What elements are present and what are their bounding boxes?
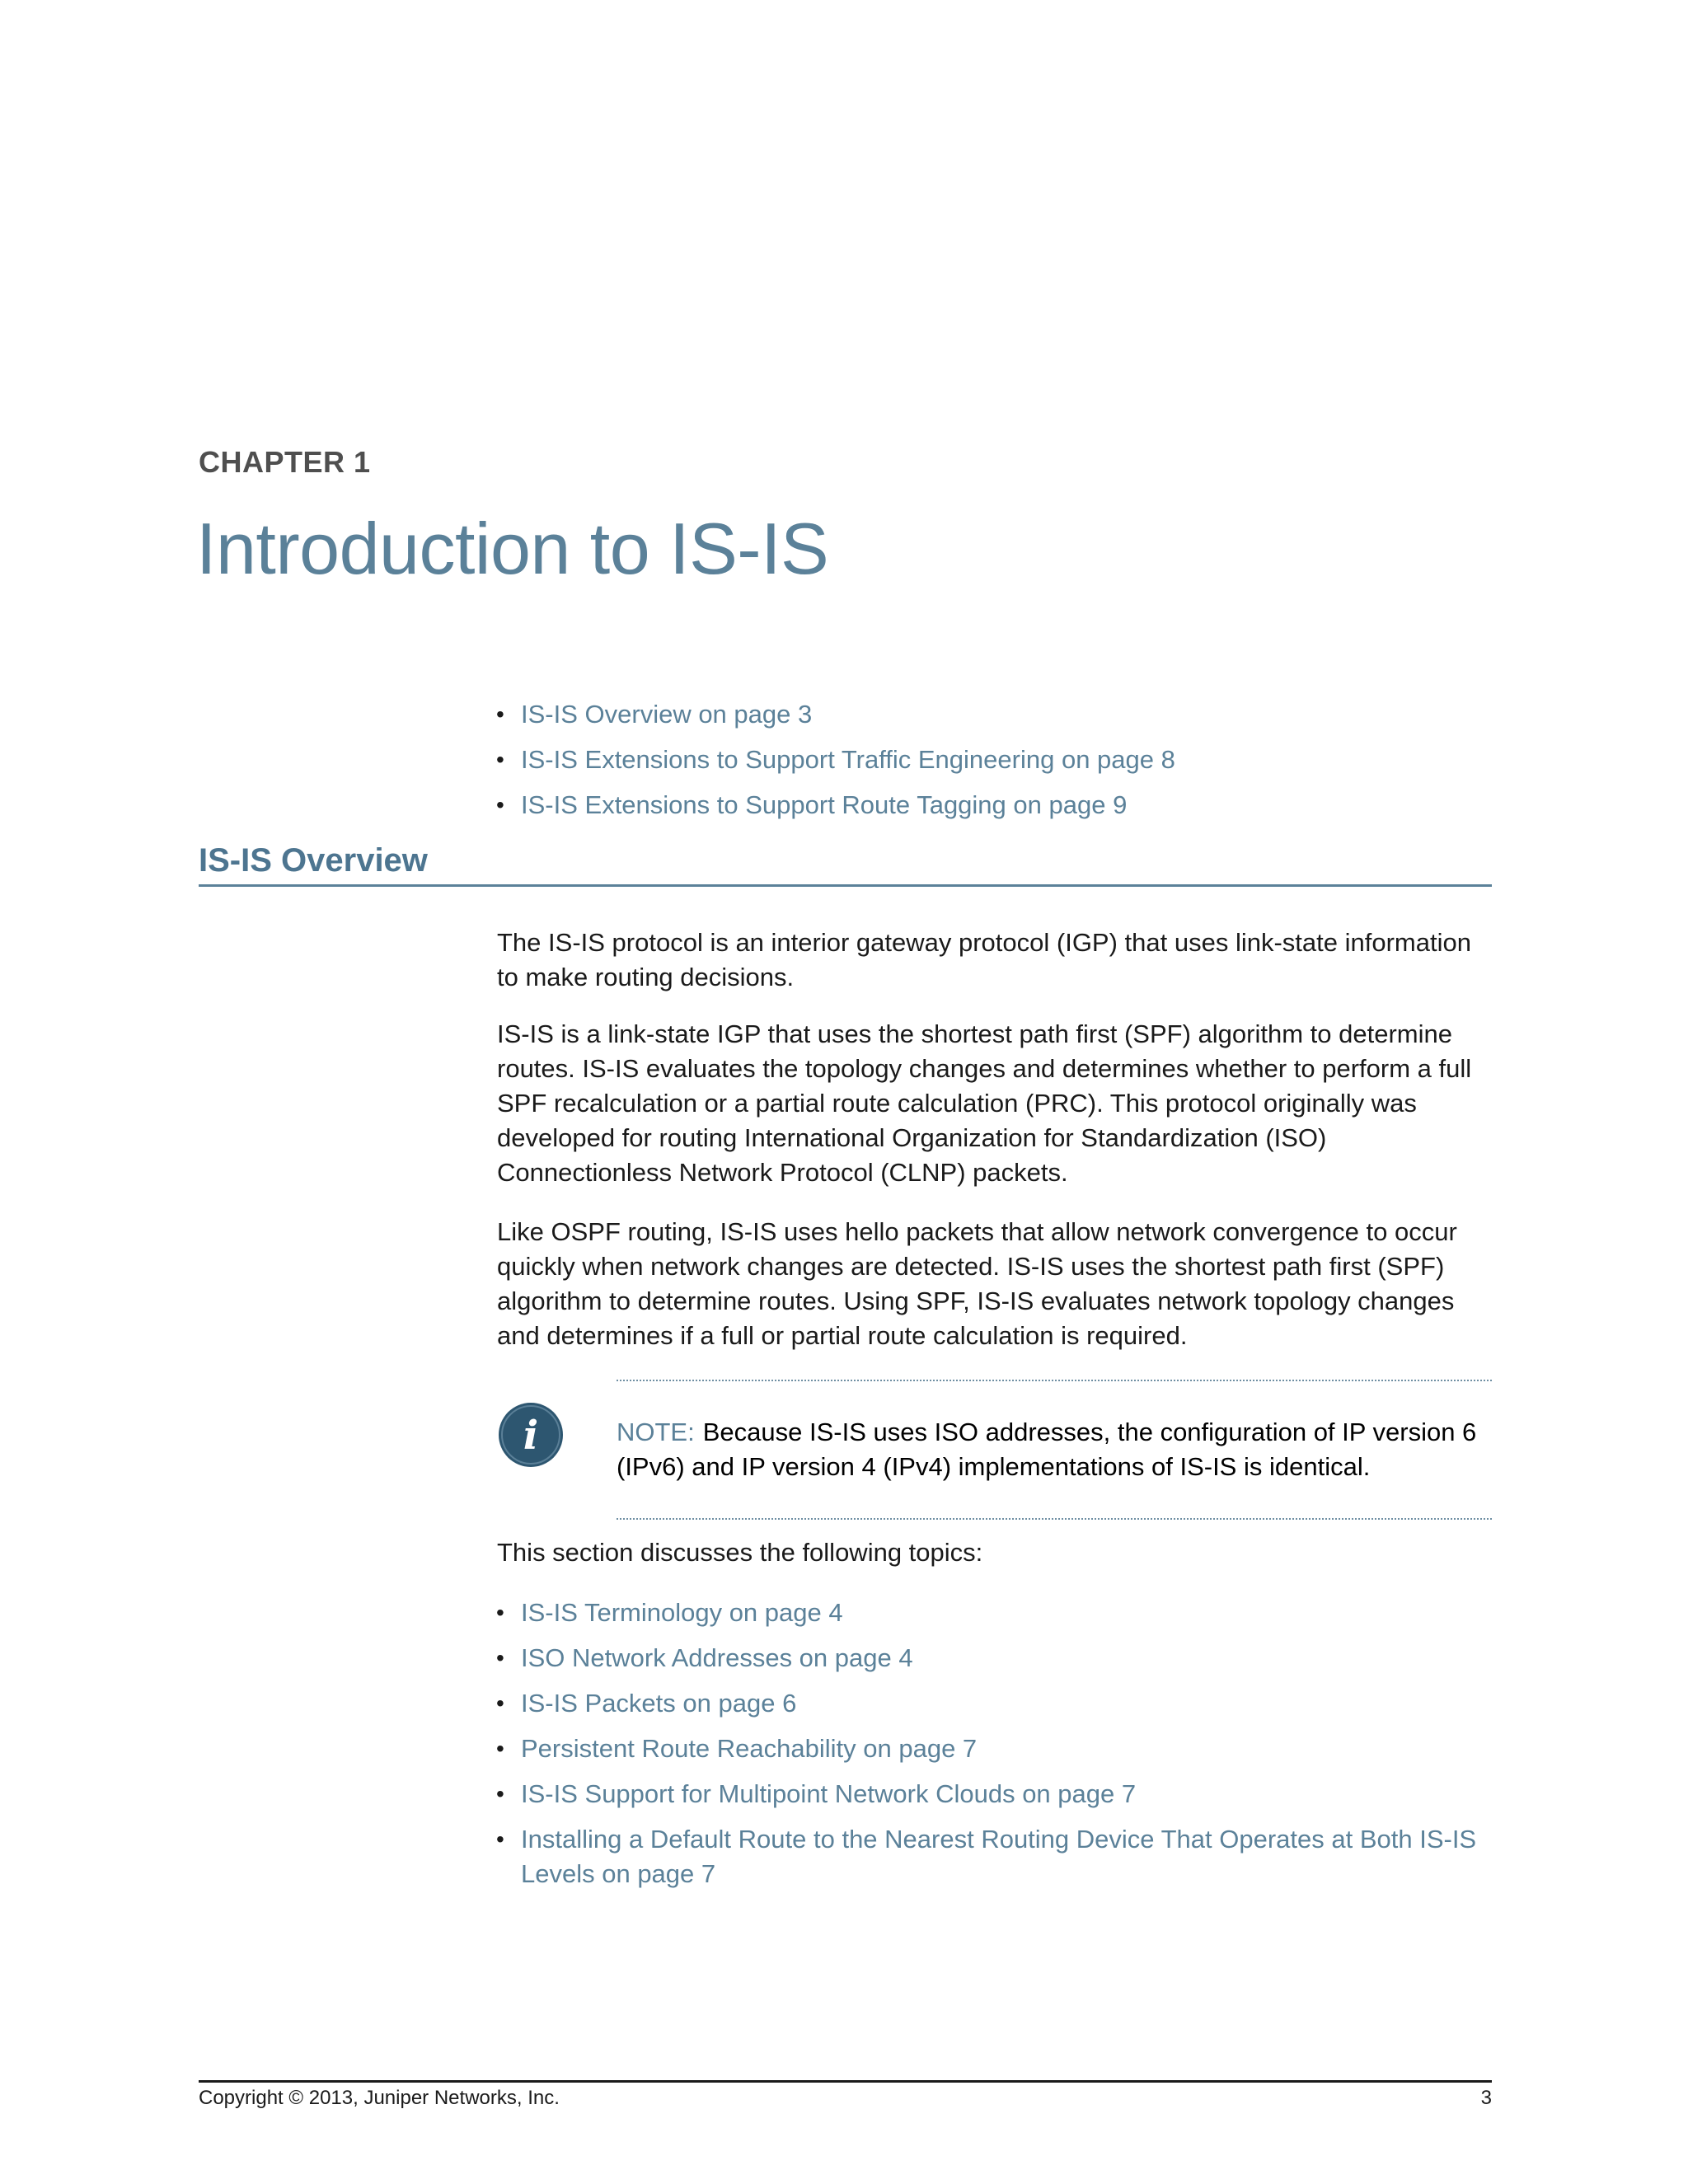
topic-link-text[interactable]: ISO Network Addresses on page 4 bbox=[521, 1643, 913, 1672]
bullet: • bbox=[496, 1781, 504, 1807]
topic-link[interactable] bbox=[495, 1641, 1492, 1675]
topic-link-text[interactable]: Persistent Route Reachability on page 7 bbox=[521, 1734, 978, 1763]
bullet: • bbox=[496, 1826, 504, 1852]
topic-link[interactable] bbox=[495, 1777, 1492, 1811]
topic-link-text[interactable]: IS-IS Packets on page 6 bbox=[521, 1689, 797, 1718]
page-number: 3 bbox=[1480, 2087, 1492, 2109]
toc-link[interactable] bbox=[495, 743, 1492, 777]
bullet: • bbox=[496, 747, 504, 772]
bullet: • bbox=[496, 1645, 504, 1671]
footer-divider bbox=[199, 2080, 1492, 2083]
svg-text:i: i bbox=[523, 1413, 539, 1459]
topics-intro: This section discusses the following topics: bbox=[497, 1538, 983, 1567]
paragraph: Like OSPF routing, IS-IS uses hello packets that allow network convergence to occur quickly when network changes are detected. IS-IS uses the shortest path first (SPF) algorithm to determine routes. Using SPF, IS-IS evaluates network topology changes and determines if a full or partial route calculation is required. bbox=[497, 1217, 1457, 1350]
toc-link-text[interactable]: IS-IS Overview on page 3 bbox=[521, 700, 813, 729]
note-label: NOTE: bbox=[617, 1418, 695, 1446]
bullet: • bbox=[496, 792, 504, 818]
topic-link-text[interactable]: IS-IS Terminology on page 4 bbox=[521, 1598, 843, 1627]
topic-link-text[interactable]: IS-IS Support for Multipoint Network Clouds on page 7 bbox=[521, 1779, 1137, 1808]
chapter-toc bbox=[495, 697, 1492, 833]
bullet: • bbox=[496, 1690, 504, 1716]
topic-link-text[interactable]: Installing a Default Route to the Nearest Routing Device That Operates at Both IS-IS Levels on page 7 bbox=[521, 1825, 1477, 1888]
info-icon bbox=[497, 1401, 565, 1469]
toc-link[interactable] bbox=[495, 788, 1492, 823]
chapter-title: Introduction to IS-IS bbox=[196, 508, 829, 589]
toc-link-text[interactable]: IS-IS Extensions to Support Route Tagging on page 9 bbox=[521, 790, 1128, 819]
note-bottom-divider bbox=[617, 1518, 1492, 1520]
note bbox=[617, 1415, 1492, 1484]
topic-link[interactable] bbox=[495, 1686, 1492, 1721]
toc-link-text[interactable]: IS-IS Extensions to Support Traffic Engineering on page 8 bbox=[521, 745, 1175, 774]
paragraph: IS-IS is a link-state IGP that uses the shortest path first (SPF) algorithm to determine routes. IS-IS evaluates the topology changes and determines whether to perform a full SPF recalculation or a partial route calculation (PRC). This protocol originally was developed for routing International Organization for Standardization (ISO) Connectionless Network Protocol (CLNP) packets. bbox=[497, 1019, 1472, 1187]
note-text: Because IS-IS uses ISO addresses, the configuration of IP version 6 (IPv6) and IP version 4 (IPv4) implementations of IS-IS is identical. bbox=[617, 1418, 1477, 1481]
topic-link[interactable] bbox=[495, 1822, 1492, 1891]
toc-link[interactable] bbox=[495, 697, 1492, 732]
topic-link[interactable] bbox=[495, 1596, 1492, 1630]
section-heading: IS-IS Overview bbox=[199, 842, 428, 879]
bullet: • bbox=[496, 701, 504, 727]
topic-link[interactable] bbox=[495, 1732, 1492, 1766]
section-divider bbox=[199, 884, 1492, 887]
paragraph: The IS-IS protocol is an interior gateway protocol (IGP) that uses link-state information to make routing decisions. bbox=[497, 928, 1471, 991]
bullet: • bbox=[496, 1736, 504, 1761]
footer-copyright: Copyright © 2013, Juniper Networks, Inc. bbox=[199, 2087, 560, 2109]
chapter-label: CHAPTER 1 bbox=[199, 445, 371, 479]
note-top-divider bbox=[617, 1380, 1492, 1381]
bullet: • bbox=[496, 1600, 504, 1625]
topic-list bbox=[495, 1596, 1492, 1902]
